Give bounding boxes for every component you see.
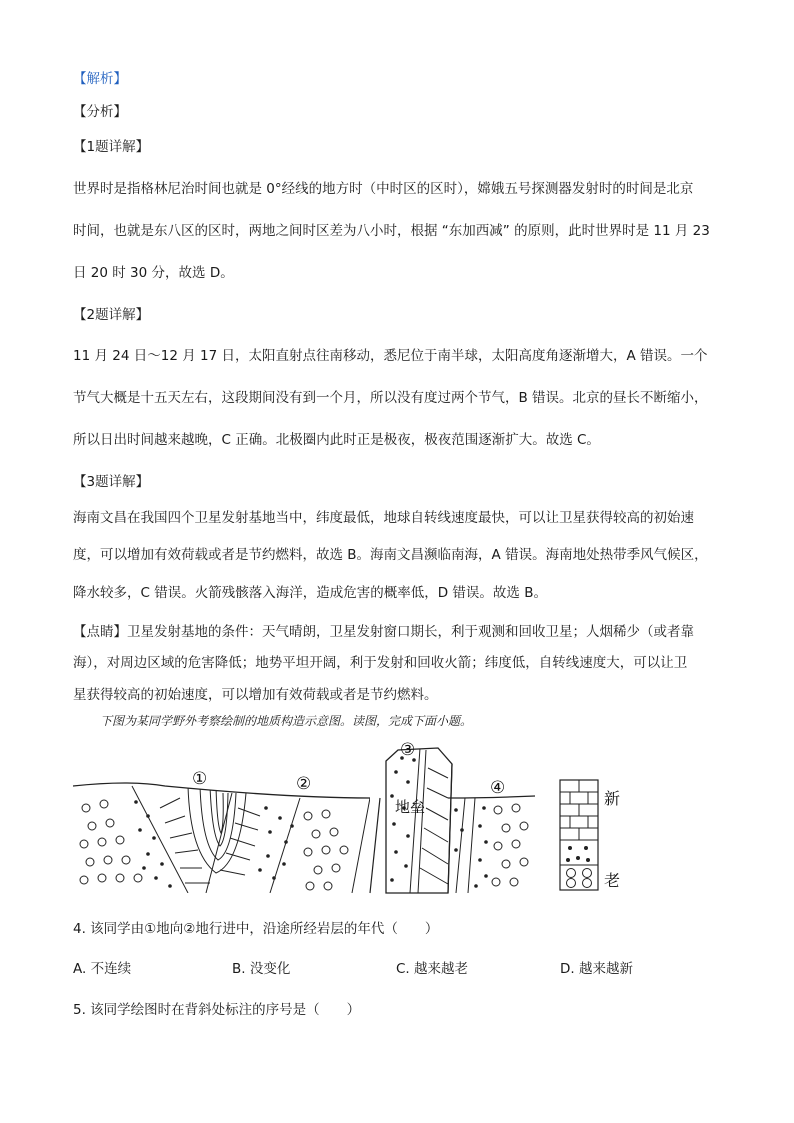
legend-new-label: 新 <box>604 789 621 808</box>
q2-line-3: 所以日出时间越来越晚，C 正确。北极圈内此时正是极夜，极夜范围逐渐扩大。故选 C。 <box>73 432 600 448</box>
q4-option-c: C. 越来越老 <box>396 961 469 977</box>
q3-line-2: 度，可以增加有效荷载或者是节约燃料，故选 B。海南文昌濒临南海，A 错误。海南地处热带季风气候区， <box>73 547 708 563</box>
q4-option-a: A. 不连续 <box>73 961 132 977</box>
q1-heading: 【1题详解】 <box>73 139 150 155</box>
q2-line-1: 11 月 24 日～12 月 17 日，太阳直射点往南移动，悉尼位于南半球，太阳高度角逐渐增大，A 错误。一个 <box>73 348 708 364</box>
marker-2: ② <box>296 774 312 794</box>
strata-legend <box>560 780 620 890</box>
q1-line-1: 世界时是指格林尼治时间也就是 0°经线的地方时（中时区的区时），嫦娥五号探测器发射时的时间是北京 <box>73 181 694 197</box>
q3-heading: 【3题详解】 <box>73 474 150 490</box>
horst-label: 地垒 <box>395 798 426 816</box>
tips-line-3: 星获得较高的初始速度，可以增加有效荷载或者是节约燃料。 <box>73 687 438 703</box>
marker-4: ④ <box>490 778 506 798</box>
q4-stem: 4. 该同学由①地向②地行进中，沿途所经岩层的年代（ ） <box>73 921 439 937</box>
q3-line-3: 降水较多，C 错误。火箭残骸落入海洋，造成危害的概率低，D 错误。故选 B。 <box>73 585 547 601</box>
marker-3: ③ <box>400 740 416 760</box>
q3-line-1: 海南文昌在我国四个卫星发射基地当中，纬度最低，地球自转线速度最快，可以让卫星获得较高的初始速 <box>73 510 694 526</box>
fault-line-left <box>370 798 380 893</box>
q4-option-d: D. 越来越新 <box>560 961 633 977</box>
analysis-subheading: 【分析】 <box>73 104 127 120</box>
horst-block <box>386 748 452 893</box>
analysis-tag: 【解析】 <box>73 71 127 87</box>
q1-line-2: 时间，也就是东八区的区时，两地之间时区差为八小时，根据 “东加西减” 的原则，此时世界时是 11 月 23 <box>73 223 710 239</box>
right-block <box>448 796 535 893</box>
q2-heading: 【2题详解】 <box>73 307 150 323</box>
geologic-structure-diagram <box>70 738 650 898</box>
tips-line-2: 海），对周边区域的危害降低；地势平坦开阔，利于发射和回收火箭；纬度低，自转线速度大，可以让卫 <box>73 655 688 671</box>
q5-stem: 5. 该同学绘图时在背斜处标注的序号是（ ） <box>73 1002 361 1018</box>
diagram-intro: 下图为某同学野外考察绘制的地质构造示意图。读图，完成下面小题。 <box>100 714 473 728</box>
marker-1: ① <box>192 769 208 789</box>
q2-line-2: 节气大概是十五天左右，这段期间没有到一个月，所以没有度过两个节气，B 错误。北京的昼长不断缩小， <box>73 390 708 406</box>
q4-option-b: B. 没变化 <box>232 961 291 977</box>
syncline-section <box>73 783 370 893</box>
tips-line-1: 【点睛】卫星发射基地的条件：天气晴朗，卫星发射窗口期长，利于观测和回收卫星；人烟稀少（或者靠 <box>73 624 694 640</box>
q1-line-3: 日 20 时 30 分，故选 D。 <box>73 265 234 281</box>
legend-old-label: 老 <box>604 871 621 890</box>
